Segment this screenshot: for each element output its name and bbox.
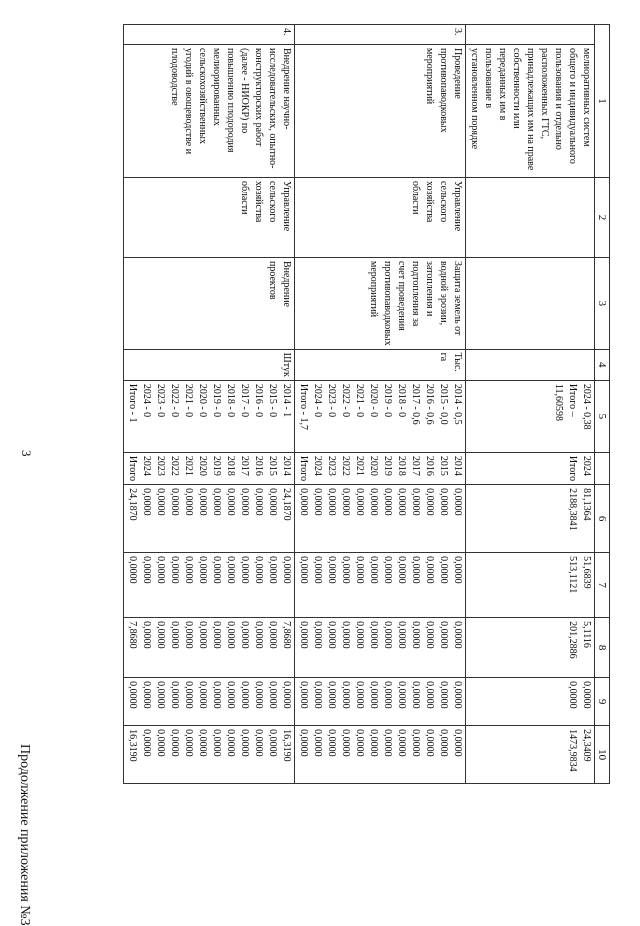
funding-col10-line: 0,0000 [424,729,435,757]
years-line: Итого [567,455,578,482]
funding-col6-line: 0,0000 [438,488,449,516]
target-values-line: 2020 - 0 [197,383,208,418]
funding-col6-line: 0,0000 [340,488,351,516]
funding-col7-line: 0,0000 [211,556,222,584]
years-line: 2017 [239,455,250,476]
funding-col6-line: 0,0000 [410,488,421,516]
funding-col10-line: 0,0000 [253,729,264,757]
funding-col6-line: 0,0000 [155,488,166,516]
years-line: 2020 [368,455,379,476]
target-values-line: 2019 - 0 [382,383,393,418]
funding-col10-line: 0,0000 [410,729,421,757]
funding-col7-line: 0,0000 [127,556,138,584]
colnum-3: 3 [595,258,610,350]
years-line: 2014 [281,455,292,476]
funding-col8 [466,618,595,678]
target-values-line: 11,60598 [553,383,564,421]
funding-col9-line: 0,0000 [581,681,592,709]
funding-col8-line: 0,0000 [424,621,435,649]
indicator: Внедрение проектов [124,258,295,350]
funding-col10-line: 0,0000 [326,729,337,757]
funding-col6-line: 0,0000 [354,488,365,516]
funding-col9-line: 0,0000 [354,681,365,709]
funding-col9-line: 0,0000 [197,681,208,709]
program-table [123,24,610,784]
years [466,452,595,484]
table-body [124,25,610,784]
activity-name: Проведение противопаводковых мероприятий [295,45,466,178]
funding-col7-line: 0,0000 [354,556,365,584]
funding-col6-line: 2188,3841 [567,488,578,531]
funding-col8-line: 0,0000 [253,621,264,649]
funding-col7-line: 0,0000 [312,556,323,584]
funding-col8-line: 0,0000 [155,621,166,649]
funding-col10-line: 0,0000 [452,729,463,757]
years-line: 2024 [312,455,323,476]
colnum-year [595,452,610,484]
funding-col10-line: 0,0000 [183,729,194,757]
funding-col10-line: 0,0000 [382,729,393,757]
activity-name: мелиоративных систем общего и индивидуального пользования и отдельно расположенных ГТС, принадлежащих им на праве собственности или переданных им в пользование в установленном порядке [466,45,595,178]
target-values-line: 2022 - 0 [169,383,180,418]
funding-col10-line: 16,3190 [281,729,292,762]
unit: Тыс. га [295,349,466,380]
funding-col6-line: 0,0000 [183,488,194,516]
funding-col7 [124,553,295,618]
executor: Управление сельского хозяйства области [295,178,466,258]
target-values-line: Итого – [567,383,578,417]
table-row [124,25,295,784]
unit [466,349,595,380]
funding-col10-line: 16,3190 [127,729,138,762]
years-line: 2018 [396,455,407,476]
funding-col9-line: 0,0000 [452,681,463,709]
funding-col9-line: 0,0000 [267,681,278,709]
funding-col7 [466,553,595,618]
funding-col7-line: 0,0000 [155,556,166,584]
funding-col7 [295,553,466,618]
funding-col6-line: 0,0000 [197,488,208,516]
annex-title: Продолжение приложения №3 [17,744,32,926]
funding-col8-line: 0,0000 [396,621,407,649]
funding-col6-line: 0,0000 [169,488,180,516]
funding-col10-line: 0,0000 [197,729,208,757]
funding-col10-line: 24,3409 [581,729,592,762]
funding-col8-line: 7,8680 [127,621,138,649]
funding-col8-line: 0,0000 [298,621,309,649]
funding-col7-line: 0,0000 [197,556,208,584]
target-values-line: Итого - 1,7 [298,383,309,430]
funding-col8-line: 0,0000 [225,621,236,649]
funding-col7-line: 0,0000 [239,556,250,584]
funding-col7-line: 513,1121 [567,556,578,594]
target-values-line: 2016 - 0 [253,383,264,418]
target-values-line: 2017 - 0,6 [410,383,421,425]
funding-col8-line: 201,2886 [567,621,578,659]
funding-col10-line: 0,0000 [396,729,407,757]
target-values-line: 2018 - 0 [396,383,407,418]
target-values [295,380,466,452]
funding-col10-line: 0,0000 [354,729,365,757]
years-line: 2015 [267,455,278,476]
years-line: 2024 [581,455,592,476]
funding-col10-line: 0,0000 [155,729,166,757]
years [295,452,466,484]
funding-col8-line: 0,0000 [438,621,449,649]
funding-col9-line: 0,0000 [298,681,309,709]
target-values-line: 2019 - 0 [211,383,222,418]
unit: Штук [124,349,295,380]
funding-col9-line: 0,0000 [225,681,236,709]
funding-col10-line: 0,0000 [368,729,379,757]
funding-col7-line: 0,0000 [368,556,379,584]
funding-col9-line: 0,0000 [183,681,194,709]
colnum-4: 4 [595,349,610,380]
funding-col6 [466,485,595,553]
funding-col6 [295,485,466,553]
funding-col10-line: 0,0000 [239,729,250,757]
funding-col9-line: 0,0000 [438,681,449,709]
funding-col6-line: 0,0000 [424,488,435,516]
years-line: 2023 [326,455,337,476]
funding-col6-line: 0,0000 [225,488,236,516]
funding-col8-line: 0,0000 [183,621,194,649]
funding-col10-line: 0,0000 [169,729,180,757]
funding-col10-line: 1473,9834 [567,729,578,772]
colnum-2: 2 [595,178,610,258]
funding-col7-line: 0,0000 [298,556,309,584]
target-values-line: 2024 - 0 [141,383,152,418]
funding-col7-line: 0,0000 [424,556,435,584]
funding-col6-line: 0,0000 [396,488,407,516]
funding-col8-line: 5,1116 [581,621,592,648]
funding-col9-line: 0,0000 [239,681,250,709]
funding-col6-line: 24,1870 [281,488,292,521]
years-line: 2014 [452,455,463,476]
target-values-line: Итого - 1 [127,383,138,423]
funding-col10 [295,726,466,784]
funding-col10-line: 0,0000 [340,729,351,757]
funding-col7-line: 0,0000 [267,556,278,584]
funding-col9-line: 0,0000 [127,681,138,709]
funding-col10-line: 0,0000 [267,729,278,757]
funding-col6-line: 0,0000 [382,488,393,516]
funding-col8-line: 0,0000 [410,621,421,649]
funding-col9-line: 0,0000 [281,681,292,709]
funding-col7-line: 0,0000 [183,556,194,584]
years-line: 2019 [211,455,222,476]
activity-name: Внедрение научно-исследовательских, опытно-конструкторских работ (далее - НИОКР) по повышению плодородия мелиорированных сельскохозяйственных угодий в овощеводстве и плодоводстве [124,45,295,178]
funding-col8-line: 0,0000 [354,621,365,649]
funding-col8-line: 0,0000 [368,621,379,649]
funding-col10 [124,726,295,784]
funding-col6 [124,485,295,553]
years-line: Итого [127,455,138,482]
funding-col7-line: 0,0000 [396,556,407,584]
funding-col10-line: 0,0000 [225,729,236,757]
funding-col7-line: 0,0000 [382,556,393,584]
funding-col9-line: 0,0000 [253,681,264,709]
row-number [466,25,595,45]
years [124,452,295,484]
funding-col9-line: 0,0000 [211,681,222,709]
funding-col6-line: 0,0000 [141,488,152,516]
column-number-row [595,25,610,784]
funding-col6-line: 0,0000 [267,488,278,516]
funding-col8-line: 0,0000 [197,621,208,649]
years-line: 2019 [382,455,393,476]
funding-col8-line: 0,0000 [326,621,337,649]
funding-col8-line: 0,0000 [452,621,463,649]
funding-col10-line: 0,0000 [211,729,222,757]
funding-col7-line: 0,0000 [253,556,264,584]
funding-col8-line: 0,0000 [312,621,323,649]
funding-col10-line: 0,0000 [438,729,449,757]
funding-col9 [466,678,595,726]
funding-col9 [295,678,466,726]
indicator [466,258,595,350]
colnum-9: 9 [595,678,610,726]
years-line: 2015 [438,455,449,476]
funding-col6-line: 0,0000 [298,488,309,516]
funding-col8-line: 0,0000 [169,621,180,649]
funding-col9-line: 0,0000 [141,681,152,709]
page-number: 3 [19,450,34,457]
funding-col9-line: 0,0000 [340,681,351,709]
colnum-7: 7 [595,553,610,618]
target-values-line: 2023 - 0 [326,383,337,418]
years-line: 2022 [340,455,351,476]
colnum-1: 1 [595,25,610,178]
target-values-line: 2016 - 0,6 [424,383,435,425]
funding-col9-line: 0,0000 [155,681,166,709]
target-values [124,380,295,452]
funding-col10-line: 0,0000 [312,729,323,757]
funding-col8-line: 7,8680 [281,621,292,649]
funding-col6-line: 0,0000 [452,488,463,516]
funding-col8 [295,618,466,678]
funding-col6-line: 24,1870 [127,488,138,521]
table-row [295,25,466,784]
funding-col6-line: 0,0000 [239,488,250,516]
funding-col6-line: 0,0000 [312,488,323,516]
target-values-line: 2022 - 0 [340,383,351,418]
years-line: 2021 [183,455,194,476]
target-values-line: 2021 - 0 [183,383,194,418]
funding-col10-line: 0,0000 [298,729,309,757]
target-values-line: 2021 - 0 [354,383,365,418]
funding-col8-line: 0,0000 [340,621,351,649]
funding-col7-line: 0,0000 [438,556,449,584]
target-values-line: 2024 - 0 [312,383,323,418]
target-values-line: 2018 - 0 [225,383,236,418]
funding-col7-line: 51,6839 [581,556,592,589]
target-values-line: 2023 - 0 [155,383,166,418]
funding-col7-line: 0,0000 [141,556,152,584]
funding-col7-line: 0,0000 [340,556,351,584]
funding-col9-line: 0,0000 [410,681,421,709]
funding-col7-line: 0,0000 [225,556,236,584]
target-values-line: 2017 - 0 [239,383,250,418]
funding-col8-line: 0,0000 [141,621,152,649]
funding-col9-line: 0,0000 [396,681,407,709]
years-line: Итого [298,455,309,482]
years-line: 2022 [169,455,180,476]
funding-col8 [124,618,295,678]
funding-col9-line: 0,0000 [368,681,379,709]
table-row [466,25,595,784]
years-line: 2017 [410,455,421,476]
funding-col6-line: 0,0000 [253,488,264,516]
funding-col7-line: 0,0000 [410,556,421,584]
funding-col8-line: 0,0000 [211,621,222,649]
colnum-5: 5 [595,380,610,452]
target-values-line: 2014 - 1 [281,383,292,418]
indicator: Защита земель от водной эрозии, затопления и подтопления за счет проведения противопаводковых мероприятий [295,258,466,350]
funding-col8-line: 0,0000 [382,621,393,649]
funding-col9-line: 0,0000 [169,681,180,709]
years-line: 2021 [354,455,365,476]
funding-col9-line: 0,0000 [567,681,578,709]
target-values-line: 2015 - 0,0 [438,383,449,425]
funding-col9-line: 0,0000 [312,681,323,709]
funding-col8-line: 0,0000 [267,621,278,649]
years-line: 2016 [424,455,435,476]
funding-col9-line: 0,0000 [326,681,337,709]
funding-col7-line: 0,0000 [281,556,292,584]
funding-col7-line: 0,0000 [169,556,180,584]
years-line: 2018 [225,455,236,476]
colnum-6: 6 [595,485,610,553]
funding-col7-line: 0,0000 [452,556,463,584]
funding-col10 [466,726,595,784]
funding-col9 [124,678,295,726]
funding-col6-line: 0,0000 [326,488,337,516]
colnum-8: 8 [595,618,610,678]
target-values-line: 2015 - 0 [267,383,278,418]
row-number: 4. [124,25,295,45]
funding-col6-line: 81,1364 [581,488,592,521]
years-line: 2024 [141,455,152,476]
row-number: 3. [295,25,466,45]
years-line: 2016 [253,455,264,476]
funding-col9-line: 0,0000 [424,681,435,709]
years-line: 2020 [197,455,208,476]
funding-col6-line: 0,0000 [211,488,222,516]
years-line: 2023 [155,455,166,476]
funding-col9-line: 0,0000 [382,681,393,709]
colnum-10: 10 [595,726,610,784]
executor [466,178,595,258]
executor: Управление сельского хозяйства области [124,178,295,258]
target-values-line: 2014 - 0,5 [452,383,463,425]
target-values [466,380,595,452]
funding-col10-line: 0,0000 [141,729,152,757]
funding-col7-line: 0,0000 [326,556,337,584]
target-values-line: 2024 - 0,38 [581,383,592,430]
funding-col8-line: 0,0000 [239,621,250,649]
target-values-line: 2020 - 0 [368,383,379,418]
funding-col6-line: 0,0000 [368,488,379,516]
